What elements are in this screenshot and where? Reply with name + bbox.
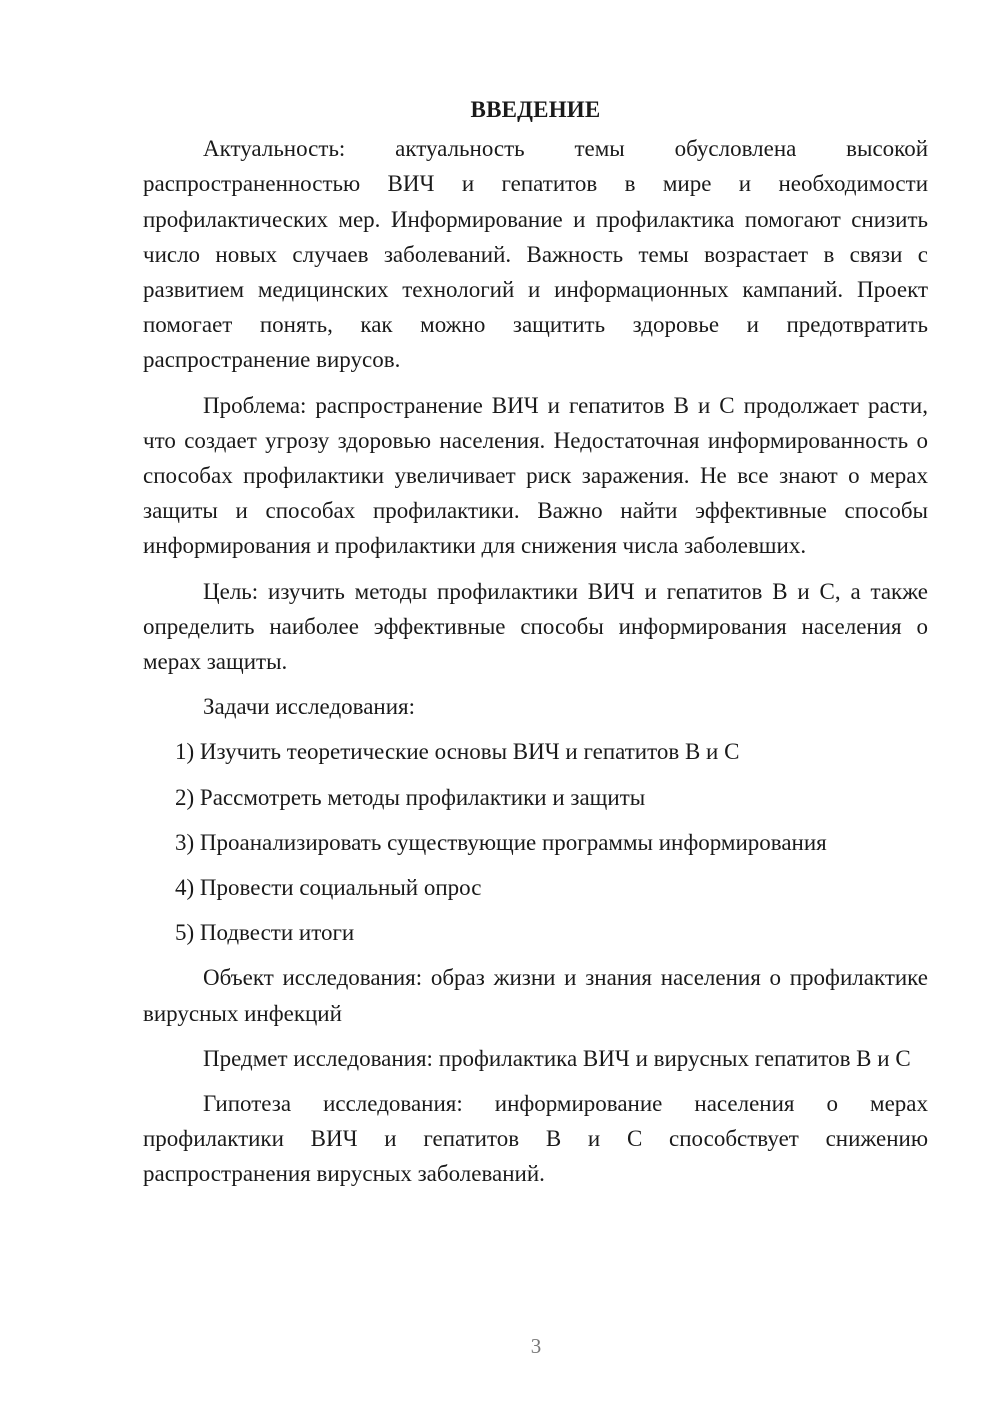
- page-content: [143, 92, 928, 1192]
- task-item: 3) Проанализировать существующие программы информирования: [175, 829, 827, 855]
- relevance-paragraph: Актуальность: актуальность темы обусловлена высокой распространенностью ВИЧ и гепатитов в мире и необходимости профилактических мер. Информирование и профилактика помогают снизить число новых случаев заболеваний. Важность темы возрастает в связи с развитием медицинских технологий и информационных кампаний. Проект помогает понять, как можно защитить здоровье и предотвратить распространение вирусов.: [143, 136, 928, 373]
- task-item: 4) Провести социальный опрос: [175, 875, 482, 901]
- subject-paragraph: Предмет исследования: профилактика ВИЧ и вирусных гепатитов В и С: [203, 1045, 911, 1071]
- task-item: 1) Изучить теоретические основы ВИЧ и гепатитов В и С: [175, 739, 740, 765]
- problem-paragraph: Проблема: распространение ВИЧ и гепатитов В и С продолжает расти, что создает угрозу здоровью населения. Недостаточная информированность о способах профилактики увеличивает риск заражения. Не все знают о мерах защиты и способах профилактики. Важно найти эффективные способы информирования и профилактики для снижения числа заболевших.: [143, 392, 928, 559]
- task-list: [143, 734, 928, 950]
- tasks-heading: Задачи исследования:: [203, 694, 416, 720]
- object-paragraph: Объект исследования: образ жизни и знания населения о профилактике вирусных инфекций: [143, 965, 928, 1026]
- page-title: ВВЕДЕНИЕ: [470, 97, 601, 122]
- task-item: 5) Подвести итоги: [175, 920, 355, 946]
- goal-paragraph: Цель: изучить методы профилактики ВИЧ и гепатитов В и С, а также определить наиболее эффективные способы информирования населения о мерах защиты.: [143, 578, 928, 675]
- hypothesis-paragraph: Гипотеза исследования: информирование населения о мерах профилактики ВИЧ и гепатитов В и С способствует снижению распространения вирусных заболеваний.: [143, 1091, 928, 1187]
- task-item: 2) Рассмотреть методы профилактики и защиты: [175, 784, 646, 810]
- page-number: 3: [530, 1334, 542, 1358]
